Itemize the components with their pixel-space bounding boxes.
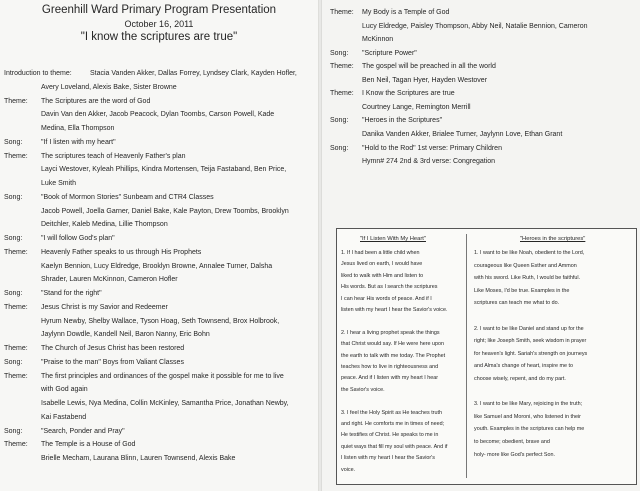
program-line-label: Theme: [330, 90, 354, 98]
lyrics-divider [466, 234, 467, 478]
lyrics-line: I listen with my heart I hear the Savior's [341, 455, 435, 462]
program-line-text: Danika Vanden Akker, Brialee Turner, Jaylynn Love, Ethan Grant [362, 130, 563, 138]
program-line-text: Kaelyn Bennion, Lucy Eldredge, Brooklyn Browne, Annalee Turner, Dalsha [41, 262, 273, 270]
program-line-text: with God again [41, 386, 88, 394]
lyrics-line: to become; obedient, brave and [474, 439, 550, 445]
lyrics-line: His words. But as I search the scriptures [341, 284, 438, 291]
lyrics-line: the Savior's voice. [341, 386, 385, 393]
program-line-label: Song: [4, 358, 23, 366]
program-line-label: Introduction to theme: [4, 70, 72, 77]
program-line-text: "If I listen with my heart" [41, 138, 116, 146]
program-line-text: Jacob Powell, Joella Garner, Daniel Bake, Kale Payton, Drew Toombs, Brooklyn [41, 207, 289, 215]
lyrics-line: 1. I want to be like Noah, obedient to the Lord, [474, 250, 585, 256]
program-line-label: Theme: [4, 372, 28, 380]
lyrics-line: like Samuel and Moroni, who listened in their [474, 413, 581, 420]
program-line-text: "Hold to the Rod" 1st verse: Primary Children [362, 144, 502, 152]
program-line-label: Theme: [330, 9, 354, 16]
program-line-label: Song: [330, 49, 349, 57]
program-title: Greenhill Ward Primary Program Presentation [41, 4, 277, 16]
program-line-text: Ben Neil, Tagan Hyer, Hayden Westover [362, 76, 488, 84]
program-theme-quote: "I know the scriptures are true" [80, 31, 238, 43]
program-line-text: Layci Westover, Kyleah Phillips, Kindra Mortensen, Teija Fastaband, Ben Price, [41, 166, 287, 174]
program-line-text: "Search, Ponder and Pray" [41, 427, 125, 435]
lyrics-line: courageous like Queen Esther and Ammon [474, 262, 577, 269]
program-line-text: "Praise to the man" Boys from Valiant Classes [41, 358, 184, 366]
lyrics-line: 3. I feel the Holy Spirit as He teaches truth [341, 409, 442, 416]
program-line-text: Deitchler, Kaleb Medina, Lillie Thompson [41, 221, 168, 229]
lyrics-line: holy- more like God's perfect Son. [474, 451, 556, 458]
lyrics-right-title: "Heroes in the scriptures" [520, 236, 586, 242]
lyrics-line: teaches how to live in righteousness and [341, 364, 439, 370]
lyrics-line: 2. I hear a living prophet speak the things [341, 329, 440, 336]
lyrics-line: with his sword. Like Ruth, I would be faithful. [474, 275, 581, 282]
program-line-text: Hyrum Newby, Shelby Wallace, Tyson Hoag, Seth Townsend, Brox Holbrook, [41, 317, 280, 325]
program-line-text: My Body is a Temple of God [362, 9, 450, 16]
program-line-text: Kai Fastabend [41, 413, 87, 421]
lyrics-line: the earth to talk with me today. The Prophet [341, 352, 446, 359]
lyrics-line: Like Moses, I'd be true. Examples in the [474, 287, 570, 294]
program-line-text: "I will follow God's plan" [41, 235, 115, 242]
lyrics-line: scriptures can teach me what to do. [474, 300, 560, 307]
program-date: October 16, 2011 [124, 19, 194, 29]
program-line-label: Song: [330, 117, 349, 125]
program-line-label: Song: [4, 235, 23, 242]
program-line-text: Davin Van den Akker, Jacob Peacock, Dylan Toombs, Carson Powell, Kade [41, 111, 275, 119]
lyrics-line: right; like Joseph Smith, seek wisdom in prayer [474, 338, 587, 345]
program-line-text: Lucy Eldredge, Paisley Thompson, Abby Neil, Natalie Bennion, Cameron [362, 22, 588, 30]
program-line-text: Hymn# 274 2nd & 3rd verse: Congregation [362, 158, 496, 166]
program-line-text: The gospel will be preached in all the world [362, 63, 496, 71]
program-line-text: McKinnon [362, 36, 394, 44]
program-line-text: Courtney Lange, Remington Merrill [362, 103, 471, 111]
program-line-text: "Heroes in the Scriptures" [362, 117, 443, 125]
program-line-label: Song: [4, 290, 23, 297]
lyrics-line: peace. And if I listen with my heart I hear [341, 375, 439, 382]
program-line-text: Medina, Ella Thompson [41, 125, 115, 132]
lyrics-left-title: "If I Listen With My Heart" [360, 236, 426, 242]
program-line-text: Shrader, Lauren McKinnon, Cameron Hofler [41, 276, 178, 284]
lyrics-line: that Christ would say. If He were here upon [341, 341, 444, 348]
program-line-label: Song: [330, 144, 349, 152]
lyrics-line: liked to walk with Him and listen to [341, 272, 424, 279]
program-line-label: Theme: [330, 63, 354, 71]
lyrics-line: Jesus lived on earth, I would have [341, 261, 423, 268]
lyrics-line: quiet ways that fill my soul with peace. And if [341, 443, 448, 450]
program-line-label: Theme: [4, 441, 28, 449]
lyrics-line: youth. Examples in the scriptures can help me [474, 426, 585, 433]
program-line-label: Theme: [4, 303, 28, 311]
page-fold [318, 0, 322, 491]
program-line-text: "Stand for the right" [41, 290, 102, 297]
program-line-text: Stacia Vanden Akker, Dallas Forrey, Lyndsey Clark, Kayden Hofler, [90, 70, 297, 77]
program-line-text: The scriptures teach of Heavenly Father's plan [41, 152, 186, 160]
program-line-text: I Know the Scriptures are true [362, 90, 455, 98]
program-line-text: Luke Smith [41, 180, 77, 187]
program-line-text: "Book of Mormon Stories" Sunbeam and CTR4 Classes [41, 193, 214, 201]
program-line-label: Theme: [4, 152, 28, 160]
program-line-text: Brielle Mecham, Laurana Blinn, Lauren Townsend, Alexis Bake [41, 455, 236, 462]
program-line-text: The Temple is a House of God [41, 441, 136, 449]
lyrics-line: 3. I want to be like Mary, rejoicing in the truth; [474, 401, 583, 408]
program-line-text: The Church of Jesus Christ has been restored [41, 345, 185, 352]
lyrics-line: voice. [341, 466, 356, 473]
lyrics-line: I can hear His words of peace. And if I [341, 295, 432, 302]
lyrics-line: listen with my heart I hear the Savior's voice. [341, 307, 448, 313]
program-line-text: "Scripture Power" [362, 49, 417, 57]
program-line-label: Theme: [4, 248, 28, 256]
program-line-label: Theme: [4, 97, 28, 105]
lyrics-line: 1. If I had been a little child when [341, 250, 420, 256]
program-line-text: Heavenly Father speaks to us through His Prophets [41, 248, 202, 256]
lyrics-line: choose wisely, repent, and do my part. [474, 376, 566, 382]
program-line-text: Jesus Christ is my Savior and Redeemer [41, 303, 168, 311]
program-line-text: Jaylynn Dowdle, Kandell Neil, Baron Nanny, Eric Bohn [41, 331, 210, 339]
program-line-text: The first principles and ordinances of the gospel make it possible for me to live [41, 372, 284, 380]
program-line-text: The Scriptures are the word of God [41, 97, 151, 105]
lyrics-line: He testifies of Christ. He speaks to me in [341, 432, 439, 439]
lyrics-line: 2. I want to be like Daniel and stand up for the [474, 325, 584, 332]
program-line-label: Song: [4, 138, 23, 146]
program-line-text: Isabelle Lewis, Nya Medina, Collin McKinley, Samantha Price, Jonathan Newby, [41, 400, 289, 407]
lyrics-line: and right. He comforts me in times of need; [341, 421, 445, 427]
program-line-label: Song: [4, 193, 23, 201]
program-line-label: Song: [4, 427, 23, 435]
lyrics-line: for heaven's light. Sariah's strength on journeys [474, 350, 588, 357]
lyrics-line: and Alma's change of heart, inspire me to [474, 363, 574, 370]
program-line-label: Theme: [4, 345, 28, 352]
program-line-text: Avery Loveland, Alexis Bake, Sister Browne [41, 83, 177, 91]
